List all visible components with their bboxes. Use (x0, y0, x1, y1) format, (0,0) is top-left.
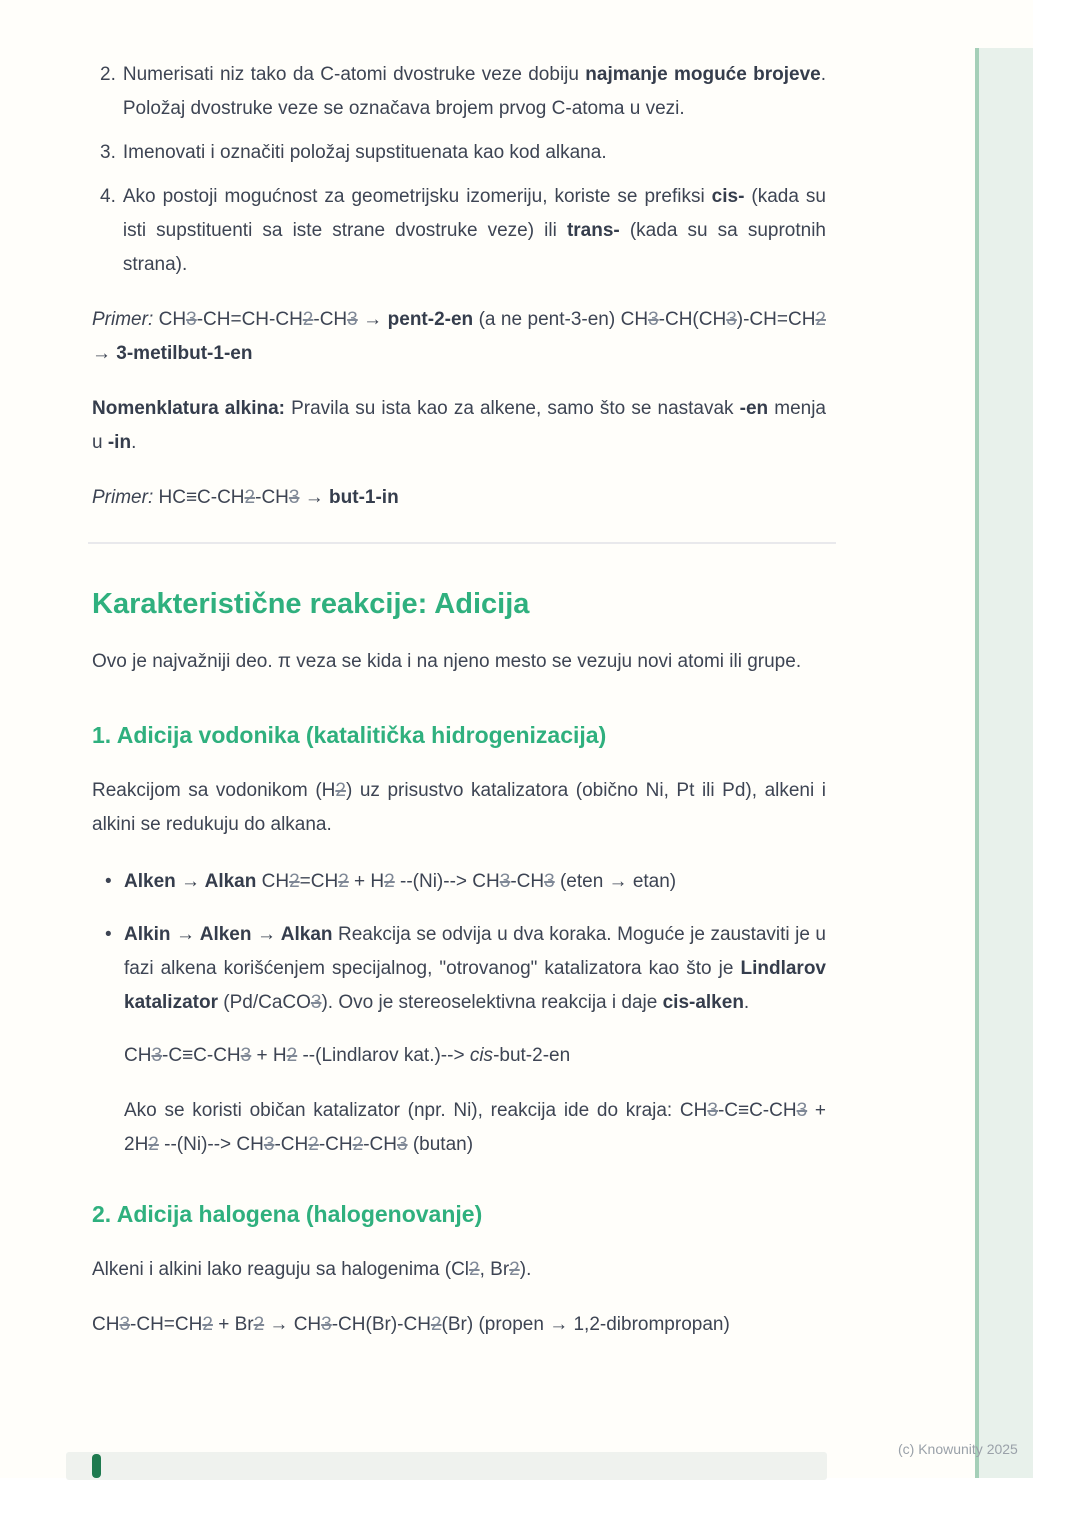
bullet-text: Alken → Alkan CH2=CH2 + H2 --(Ni)--> CH3-CH3 (eten → etan) (124, 871, 677, 892)
bullet-icon: • (105, 871, 112, 892)
paragraph-sub1-intro: Reakcijom sa vodonikom (H2) uz prisustvo katalizatora (obično Ni, Pt ili Pd), alkeni i alkini se redukuju do alkana. (92, 780, 826, 835)
list-item-rule-4 (92, 180, 826, 282)
bullet-item-alken-alkan (105, 865, 826, 899)
list-item-text: Imenovati i označiti položaj supstituenata kao kod alkana. (122, 142, 607, 163)
bullet-icon: • (105, 924, 112, 945)
hydrogenation-bullet-list (92, 865, 826, 1020)
equation-halogenation: CH3-CH=CH2 + Br2 → CH3-CH(Br)-CH2(Br) (propen → 1,2-dibrompropan) (92, 1314, 730, 1335)
subsection-title-adicija-vodonika: 1. Adicija vodonika (katalitička hidrogenizacija) (92, 722, 607, 748)
bullet-text: Alkin → Alken → Alkan Reakcija se odvija u dva koraka. Moguće je zaustaviti je u fazi alkena korišćenjem specijalnog, "otrovanog" katalizatora kao što je Lindlarov katalizator (Pd/CaCO3). Ovo je stereoselektivna reakcija i daje cis-alken. (124, 924, 826, 1013)
right-accent-strip (975, 48, 1033, 1478)
truncated-blockquote-fragment (66, 1452, 827, 1480)
page-content (92, 58, 826, 1363)
copyright-notice: (c) Knowunity 2025 (898, 1441, 1018, 1457)
paragraph-full-hydrogenation: Ako se koristi običan katalizator (npr. Ni), reakcija ide do kraja: CH3-C≡C-CH3 + 2H2 --(Ni)--> CH3-CH2-CH2-CH3 (butan) (124, 1100, 826, 1155)
paragraph-sub2-intro: Alkeni i alkini lako reaguju sa halogenima (Cl2, Br2). (92, 1259, 532, 1280)
list-number: 3. (100, 142, 116, 163)
paragraph-nomenklatura-alkina: Nomenklatura alkina: Pravila su ista kao za alkene, samo što se nastavak -en menja u -in. (92, 398, 827, 453)
list-number: 4. (100, 186, 116, 207)
section-divider (88, 542, 836, 544)
equation-lindlarov: CH3-C≡C-CH3 + H2 --(Lindlarov kat.)--> cis-but-2-en (124, 1045, 571, 1066)
subsection-title-adicija-halogena: 2. Adicija halogena (halogenovanje) (92, 1201, 483, 1227)
list-item-text: Numerisati niz tako da C-atomi dvostruke veze dobiju najmanje moguće brojeve. Položaj dvostruke veze se označava brojem prvog C-atoma u vezi. (122, 64, 826, 119)
list-number: 2. (100, 64, 116, 85)
blockquote-bar (92, 1454, 101, 1478)
paragraph-section-intro: Ovo je najvažniji deo. π veza se kida i na njeno mesto se vezuju novi atomi ili grupe. (92, 651, 802, 672)
list-item-rule-3 (92, 136, 826, 170)
bullet-item-alkin-alken-alkan (105, 918, 826, 1020)
list-item-text: Ako postoji mogućnost za geometrijsku izomeriju, koriste se prefiksi cis- (kada su isti supstituenti sa iste strane dvostruke veze) ili trans- (kada su sa suprotnih strana). (122, 186, 826, 275)
section-title-adicija: Karakteristične reakcije: Adicija (92, 588, 530, 620)
paragraph-primer-alkena: Primer: CH3-CH=CH-CH2-CH3 → pent-2-en (a ne pent-3-en) CH3-CH(CH3)-CH=CH2 → 3-metilbut-1-en (92, 309, 826, 364)
nomenclature-rules-list (92, 58, 826, 282)
paragraph-primer-alkina: Primer: HC≡C-CH2-CH3 → but-1-in (92, 487, 399, 508)
list-item-rule-2 (92, 58, 826, 126)
